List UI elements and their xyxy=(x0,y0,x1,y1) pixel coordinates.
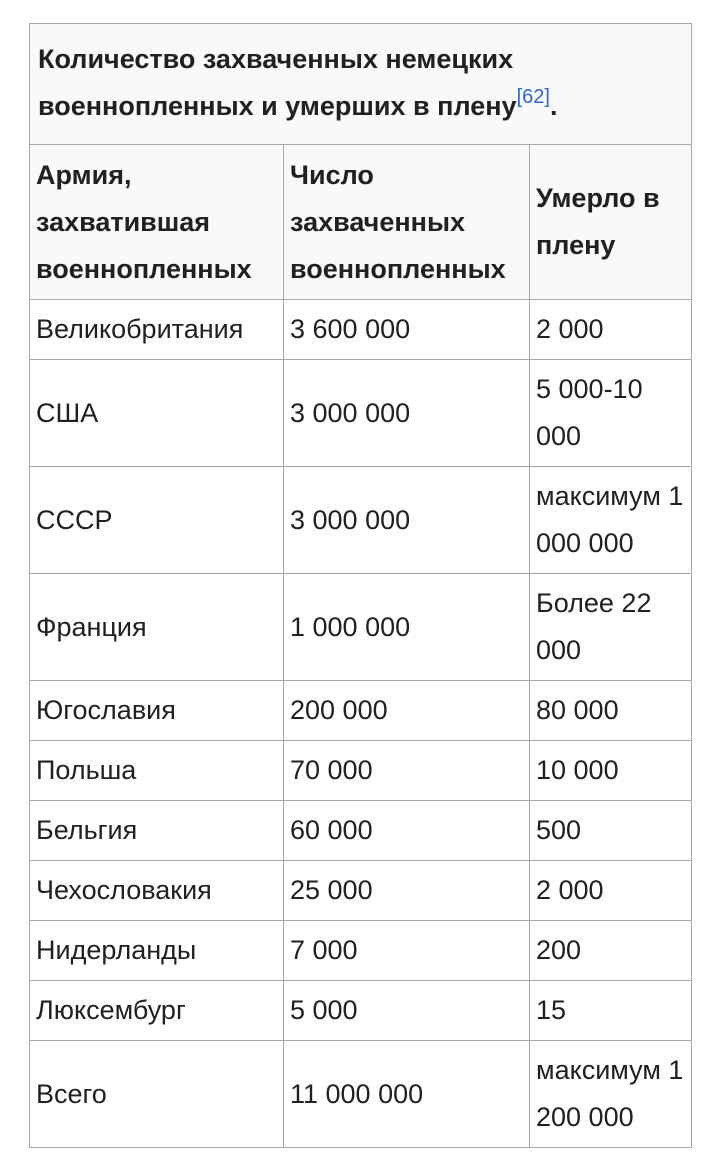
table-row xyxy=(30,681,692,741)
cell-army: Люксембург xyxy=(30,981,284,1041)
cell-captured: 3 000 000 xyxy=(284,360,530,467)
cell-died: 10 000 xyxy=(530,741,692,801)
table-row-total xyxy=(30,1041,692,1148)
table-row xyxy=(30,801,692,861)
cell-army: Югославия xyxy=(30,681,284,741)
cell-captured: 1 000 000 xyxy=(284,574,530,681)
header-captured: Число захваченных военнопленных xyxy=(284,145,530,300)
cell-captured: 200 000 xyxy=(284,681,530,741)
cell-army: СССР xyxy=(30,467,284,574)
cell-died: максимум 1 000 000 xyxy=(530,467,692,574)
table-row xyxy=(30,300,692,360)
cell-army: Чехословакия xyxy=(30,861,284,921)
cell-died: 2 000 xyxy=(530,861,692,921)
cell-army: Великобритания xyxy=(30,300,284,360)
cell-army: США xyxy=(30,360,284,467)
cell-died: Более 22 000 xyxy=(530,574,692,681)
header-army: Армия, захватившая военнопленных xyxy=(30,145,284,300)
cell-army: Польша xyxy=(30,741,284,801)
cell-died: максимум 1 200 000 xyxy=(530,1041,692,1148)
table-row xyxy=(30,861,692,921)
table-row xyxy=(30,574,692,681)
cell-captured: 60 000 xyxy=(284,801,530,861)
cell-captured: 5 000 xyxy=(284,981,530,1041)
cell-captured: 3 600 000 xyxy=(284,300,530,360)
cell-died: 2 000 xyxy=(530,300,692,360)
header-died: Умерло в плену xyxy=(530,145,692,300)
reference-link[interactable]: [62] xyxy=(516,86,550,108)
pow-table xyxy=(29,23,692,1148)
cell-army: Всего xyxy=(30,1041,284,1148)
cell-captured: 11 000 000 xyxy=(284,1041,530,1148)
cell-died: 500 xyxy=(530,801,692,861)
table-row xyxy=(30,467,692,574)
caption-period: . xyxy=(549,91,558,121)
pow-table-container xyxy=(29,23,691,1148)
cell-died: 80 000 xyxy=(530,681,692,741)
table-row xyxy=(30,981,692,1041)
table-row xyxy=(30,741,692,801)
cell-army: Франция xyxy=(30,574,284,681)
table-caption-text: Количество захваченных немецких военнопленных и умерших в плену xyxy=(38,44,517,121)
header-row xyxy=(30,145,692,300)
cell-captured: 7 000 xyxy=(284,921,530,981)
cell-captured: 70 000 xyxy=(284,741,530,801)
table-row xyxy=(30,921,692,981)
cell-army: Нидерланды xyxy=(30,921,284,981)
cell-captured: 3 000 000 xyxy=(284,467,530,574)
table-caption xyxy=(29,23,692,144)
cell-captured: 25 000 xyxy=(284,861,530,921)
cell-died: 200 xyxy=(530,921,692,981)
table-row xyxy=(30,360,692,467)
cell-died: 5 000-10 000 xyxy=(530,360,692,467)
cell-army: Бельгия xyxy=(30,801,284,861)
cell-died: 15 xyxy=(530,981,692,1041)
